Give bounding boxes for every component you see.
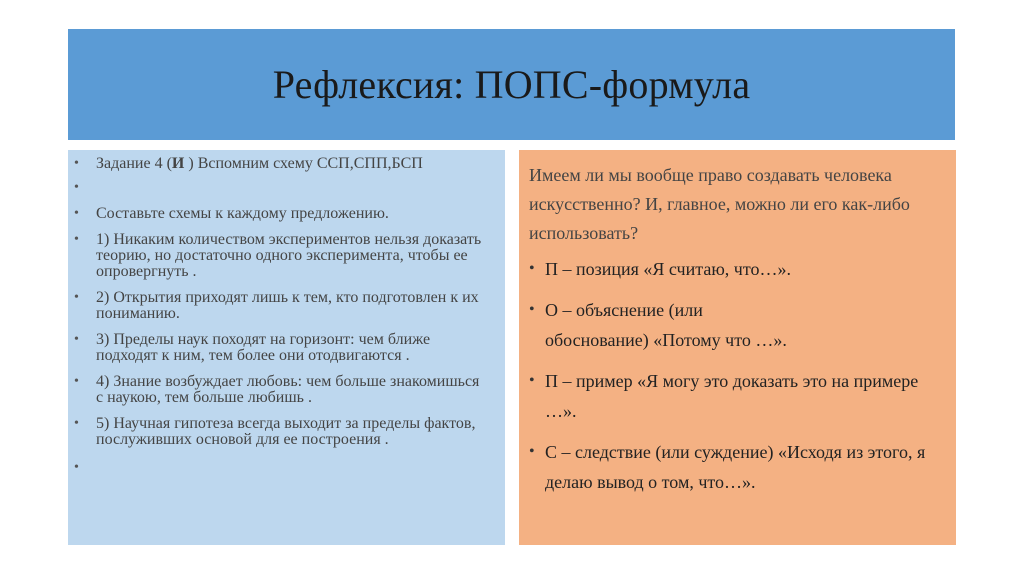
list-item-task [74,156,489,172]
bullet-icon: • [74,206,79,221]
task-prefix: Задание 4 ( [96,155,172,172]
list-item-empty [74,460,489,476]
list-item-sentence-1 [74,232,489,280]
list-item-instruction [74,206,489,222]
list-item-sentence-5 [74,416,489,448]
bullet-icon: • [74,290,79,305]
pops-item-example [529,366,946,426]
pops-explanation-text: О – объяснение (или обоснование) «Потому что …». [545,300,787,350]
sentence-5-text: 5) Научная гипотеза всегда выходит за пределы фактов, послуживших основой для ее построения . [96,415,476,448]
pops-item-position [529,254,946,284]
bullet-icon: • [74,332,79,347]
pops-item-explanation [529,295,946,355]
bullet-icon: • [74,374,79,389]
title-banner [68,29,955,140]
sentence-3-text: 3) Пределы наук походят на горизонт: чем ближе подходят к ним, тем более они отодвигаются . [96,331,431,364]
bullet-icon: • [529,260,535,277]
bullet-icon: • [74,232,79,247]
left-content-panel [68,150,505,545]
pops-position-text: П – позиция «Я считаю, что…». [545,259,791,279]
bullet-icon: • [74,180,79,195]
task-list [74,156,489,476]
slide-title: Рефлексия: ПОПС-формула [272,62,751,107]
bullet-icon: • [74,416,79,431]
pops-example-text: П – пример «Я могу это доказать это на примере …». [545,371,919,421]
list-item-sentence-4 [74,374,489,406]
pops-list [529,254,946,497]
bullet-icon: • [74,460,79,475]
bullet-icon: • [529,372,535,389]
sentence-2-text: 2) Открытия приходят лишь к тем, кто подготовлен к их пониманию. [96,289,479,322]
bullet-icon: • [74,156,79,171]
list-item-sentence-2 [74,290,489,322]
sentence-1-text: 1) Никаким количеством экспериментов нельзя доказать теорию, но достаточно одного эксперимента, чтобы ее опровергнуть . [96,231,482,280]
list-item-sentence-3 [74,332,489,364]
list-item-empty [74,180,489,196]
question-text: Имеем ли мы вообще право создавать человека искусственно? И, главное, можно ли его как-либо использовать? [529,165,910,243]
pops-consequence-text: С – следствие (или суждение) «Исходя из этого, я делаю вывод о том, что…». [545,442,926,492]
sentence-4-text: 4) Знание возбуждает любовь: чем больше знакомишься с наукою, тем больше любишь . [96,373,480,406]
bullet-icon: • [529,301,535,318]
bullet-icon: • [529,443,535,460]
task-bold-letter: И [171,155,185,172]
instruction-text: Составьте схемы к каждому предложению. [96,205,389,222]
pops-item-consequence [529,437,946,497]
right-content-panel [519,150,956,545]
task-suffix: ) Вспомним схему ССП,СПП,БСП [184,155,423,172]
